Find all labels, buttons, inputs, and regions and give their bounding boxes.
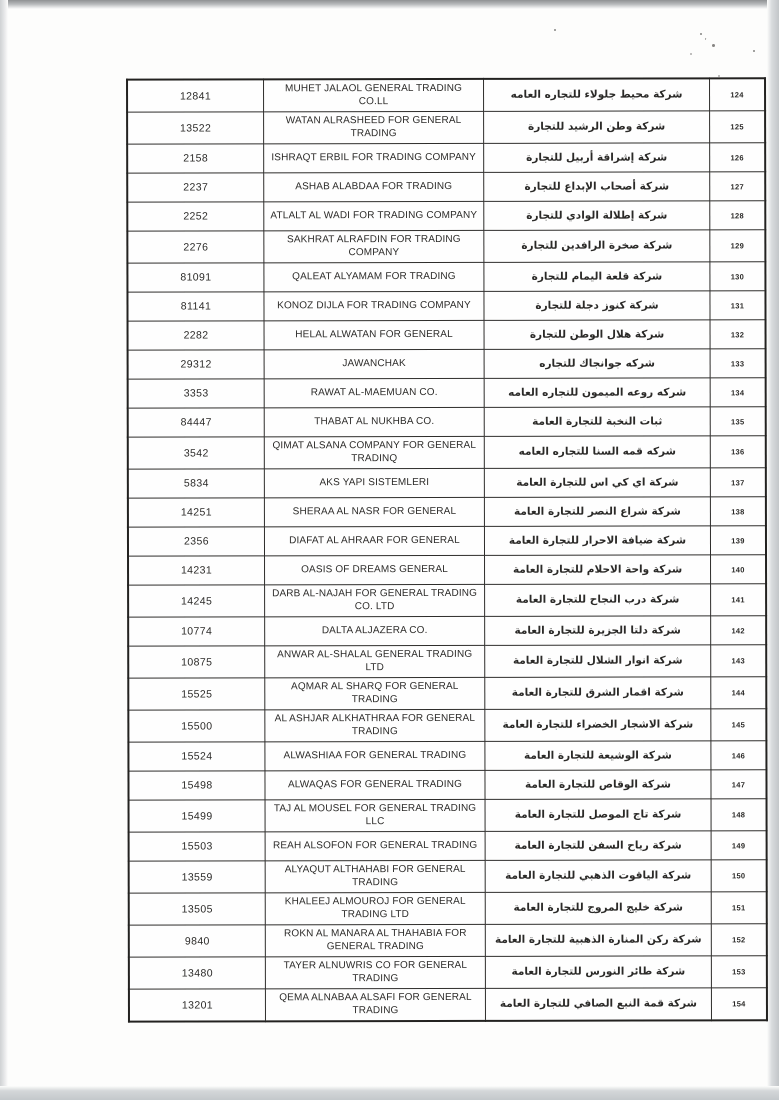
company-name-en-cell: ALWAQAS FOR GENERAL TRADING: [265, 770, 485, 799]
company-name-en-cell: QIMAT ALSANA COMPANY FOR GENERAL TRADINQ: [264, 436, 484, 468]
table-row: [127, 143, 765, 173]
table-row: [128, 526, 766, 556]
registration-number-cell: 81091: [127, 263, 264, 292]
registration-number-cell: 2252: [127, 202, 264, 231]
registration-number-cell: 14251: [128, 498, 265, 527]
serial-number-cell: 151: [711, 892, 767, 924]
company-name-ar-cell: شركة إشراقة أربيل للتجارة: [484, 143, 710, 172]
table-row: [128, 378, 766, 408]
registration-number-cell: 84447: [128, 408, 265, 437]
company-name-en-cell: SAKHRAT ALRAFDIN FOR TRADING COMPANY: [264, 230, 484, 262]
scan-speck: [700, 33, 702, 35]
company-name-ar-cell: ثبات النخبة للتجارة العامة: [484, 407, 710, 436]
table-row: [128, 584, 766, 617]
table-row: [129, 860, 767, 893]
registration-number-cell: 81141: [127, 292, 264, 321]
table-row: [128, 645, 766, 678]
scan-edge-right: [767, 0, 779, 1100]
company-name-en-cell: KHALEEJ ALMOUROJ FOR GENERAL TRADING LTD: [265, 892, 485, 924]
company-name-en-cell: ISHRAQT ERBIL FOR TRADING COMPANY: [264, 143, 484, 172]
serial-number-cell: 150: [711, 860, 767, 892]
company-name-ar-cell: شركه قمه السنا للتجاره العامه: [484, 436, 710, 468]
company-name-en-cell: THABAT AL NUKHBA CO.: [264, 407, 484, 436]
registration-number-cell: 13201: [129, 989, 266, 1022]
scan-speck: [690, 53, 692, 55]
table-container: [126, 77, 746, 1022]
registration-number-cell: 10875: [128, 646, 265, 678]
serial-number-cell: 126: [710, 143, 766, 172]
scan-edge-left: [0, 0, 8, 1100]
serial-number-cell: 127: [710, 172, 766, 201]
table-row: [128, 677, 766, 710]
registration-number-cell: 13522: [127, 112, 264, 144]
table-row: [129, 892, 767, 925]
serial-number-cell: 129: [710, 230, 766, 262]
table-row: [127, 111, 765, 144]
registration-number-cell: 13480: [129, 957, 266, 989]
table-row: [128, 320, 766, 350]
table-row: [127, 262, 765, 292]
company-name-en-cell: ALWASHIAA FOR GENERAL TRADING: [265, 741, 485, 770]
serial-number-cell: 134: [710, 378, 766, 407]
company-name-en-cell: QEMA ALNABAA ALSAFI FOR GENERAL TRADING: [265, 988, 485, 1021]
company-name-ar-cell: شركه روعه الميمون للتجاره العامه: [484, 378, 710, 407]
company-name-en-cell: MUHET JALAOL GENERAL TRADING CO.LL: [264, 79, 484, 112]
company-name-ar-cell: شركة إطلالة الوادي للتجارة: [484, 201, 710, 230]
company-name-en-cell: REAH ALSOFON FOR GENERAL TRADING: [265, 831, 485, 860]
company-name-ar-cell: شركة اقمار الشرق للتجارة العامة: [485, 677, 711, 709]
serial-number-cell: 139: [710, 526, 766, 555]
serial-number-cell: 138: [710, 497, 766, 526]
registration-number-cell: 15525: [128, 678, 265, 710]
company-name-en-cell: ATLALT AL WADI FOR TRADING COMPANY: [264, 201, 484, 230]
table-row: [127, 230, 765, 263]
registration-number-cell: 15499: [129, 800, 266, 832]
table-row: [128, 436, 766, 469]
serial-number-cell: 128: [710, 201, 766, 230]
table-body: [127, 78, 767, 1021]
company-name-ar-cell: شركة انوار الشلال للتجارة العامة: [485, 645, 711, 677]
company-register-table: [126, 77, 768, 1022]
company-name-ar-cell: شركة واحة الاحلام للتجارة العامة: [485, 555, 711, 584]
serial-number-cell: 153: [711, 956, 767, 988]
serial-number-cell: 130: [710, 262, 766, 291]
company-name-en-cell: QALEAT ALYAMAM FOR TRADING: [264, 262, 484, 291]
registration-number-cell: 12841: [127, 79, 264, 112]
registration-number-cell: 3353: [128, 379, 265, 408]
company-name-ar-cell: شركة خليج المروج للتجارة العامة: [485, 892, 711, 924]
scan-edge-bottom: [0, 1086, 779, 1100]
company-name-ar-cell: شركة ركن المنارة الذهبية للتجارة العامة: [485, 924, 711, 956]
company-name-ar-cell: شركة قلعة اليمام للتجارة: [484, 262, 710, 291]
serial-number-cell: 146: [711, 741, 767, 770]
serial-number-cell: 141: [711, 584, 767, 616]
company-name-en-cell: ASHAB ALABDAA FOR TRADING: [264, 172, 484, 201]
table-row: [128, 497, 766, 527]
serial-number-cell: 143: [711, 645, 767, 677]
company-name-en-cell: JAWANCHAK: [264, 349, 484, 378]
company-name-en-cell: DALTA ALJAZERA CO.: [265, 616, 485, 645]
table-row: [129, 799, 767, 832]
table-row: [128, 407, 766, 437]
company-name-en-cell: SHERAA AL NASR FOR GENERAL: [264, 497, 484, 526]
registration-number-cell: 14245: [128, 585, 265, 617]
company-name-ar-cell: شركة رياح السفن للتجارة العامة: [485, 831, 711, 860]
registration-number-cell: 2276: [127, 231, 264, 263]
serial-number-cell: 152: [711, 924, 767, 956]
registration-number-cell: 13559: [129, 861, 266, 893]
table-row: [127, 291, 765, 321]
serial-number-cell: 125: [710, 111, 766, 143]
company-name-en-cell: WATAN ALRASHEED FOR GENERAL TRADING: [264, 111, 484, 143]
table-row: [127, 78, 765, 112]
serial-number-cell: 144: [711, 677, 767, 709]
registration-number-cell: 3542: [128, 437, 265, 469]
scan-speck: [753, 50, 755, 52]
registration-number-cell: 10774: [128, 617, 265, 646]
table-row: [128, 349, 766, 379]
table-row: [129, 831, 767, 861]
company-name-en-cell: DIAFAT AL AHRAAR FOR GENERAL: [264, 526, 484, 555]
company-name-en-cell: KONOZ DIJLA FOR TRADING COMPANY: [264, 291, 484, 320]
company-name-en-cell: TAYER ALNUWRIS CO FOR GENERAL TRADING: [265, 956, 485, 988]
company-name-ar-cell: شركة قمة النبع الصافي للتجارة العامة: [485, 988, 711, 1021]
scan-speck: [712, 44, 715, 47]
company-name-ar-cell: شركة كنوز دجلة للتجارة: [484, 291, 710, 320]
registration-number-cell: 15524: [128, 742, 265, 771]
table-row: [127, 172, 765, 202]
registration-number-cell: 2282: [128, 321, 265, 350]
table-row: [128, 770, 766, 800]
table-row: [128, 555, 766, 585]
table-row: [128, 709, 766, 742]
serial-number-cell: 142: [711, 616, 767, 645]
table-row: [128, 468, 766, 498]
registration-number-cell: 2237: [127, 173, 264, 202]
serial-number-cell: 148: [711, 799, 767, 831]
registration-number-cell: 9840: [129, 925, 266, 957]
company-name-en-cell: ROKN AL MANARA AL THAHABIA FOR GENERAL TRADING: [265, 924, 485, 956]
registration-number-cell: 15503: [129, 832, 266, 861]
serial-number-cell: 133: [710, 349, 766, 378]
company-name-ar-cell: شركة دلتا الجزيرة للتجارة العامة: [485, 616, 711, 645]
company-name-ar-cell: شركة الوشيعة للتجارة العامة: [485, 741, 711, 770]
serial-number-cell: 135: [710, 407, 766, 436]
registration-number-cell: 15498: [128, 771, 265, 800]
table-row: [129, 924, 767, 957]
company-name-en-cell: OASIS OF DREAMS GENERAL: [265, 555, 485, 584]
serial-number-cell: 136: [710, 436, 766, 468]
registration-number-cell: 14231: [128, 556, 265, 585]
company-name-en-cell: AL ASHJAR ALKHATHRAA FOR GENERAL TRADING: [265, 709, 485, 741]
serial-number-cell: 137: [710, 468, 766, 497]
company-name-ar-cell: شركة وطن الرشيد للتجارة: [484, 111, 710, 143]
company-name-ar-cell: شركة أصحاب الإبداع للتجارة: [484, 172, 710, 201]
company-name-en-cell: DARB AL-NAJAH FOR GENERAL TRADING CO. LTD: [265, 584, 485, 616]
registration-number-cell: 5834: [128, 469, 265, 498]
company-name-ar-cell: شركة اي كي اس للتجارة العامة: [484, 468, 710, 497]
serial-number-cell: 131: [710, 291, 766, 320]
scan-speck: [554, 29, 556, 31]
scan-smudge: ʹ: [702, 35, 708, 47]
company-name-ar-cell: شركة طائر النورس للتجارة العامة: [485, 956, 711, 988]
company-name-en-cell: HELAL ALWATAN FOR GENERAL: [264, 320, 484, 349]
serial-number-cell: 147: [711, 770, 767, 799]
company-name-ar-cell: شركة هلال الوطن للتجارة: [484, 320, 710, 349]
serial-number-cell: 154: [711, 988, 767, 1021]
company-name-ar-cell: شركة الياقوت الذهبي للتجارة العامة: [485, 860, 711, 892]
company-name-en-cell: RAWAT AL-MAEMUAN CO.: [264, 378, 484, 407]
company-name-ar-cell: شركة الاشجار الخضراء للتجارة العامة: [485, 709, 711, 741]
company-name-en-cell: ALYAQUT ALTHAHABI FOR GENERAL TRADING: [265, 860, 485, 892]
serial-number-cell: 149: [711, 831, 767, 860]
registration-number-cell: 2158: [127, 144, 264, 173]
table-row: [128, 741, 766, 771]
registration-number-cell: 2356: [128, 527, 265, 556]
table-row: [128, 616, 766, 646]
serial-number-cell: 124: [710, 78, 766, 111]
table-row: [129, 988, 767, 1022]
table-row: [129, 956, 767, 989]
company-name-ar-cell: شركة الوقاص للتجارة العامة: [485, 770, 711, 799]
serial-number-cell: 140: [711, 555, 767, 584]
serial-number-cell: 145: [711, 709, 767, 741]
serial-number-cell: 132: [710, 320, 766, 349]
company-name-ar-cell: شركه جوانجاك للتجاره: [484, 349, 710, 378]
company-name-en-cell: AKS YAPI SISTEMLERI: [264, 468, 484, 497]
registration-number-cell: 29312: [128, 350, 265, 379]
company-name-ar-cell: شركة شراع النصر للتجارة العامة: [484, 497, 710, 526]
scan-edge-top: [0, 0, 779, 9]
company-name-en-cell: AQMAR AL SHARQ FOR GENERAL TRADING: [265, 677, 485, 709]
company-name-ar-cell: شركة صخرة الرافدين للتجارة: [484, 230, 710, 262]
company-name-en-cell: ANWAR AL-SHALAL GENERAL TRADING LTD: [265, 645, 485, 677]
registration-number-cell: 15500: [128, 710, 265, 742]
company-name-en-cell: TAJ AL MOUSEL FOR GENERAL TRADING LLC: [265, 799, 485, 831]
registration-number-cell: 13505: [129, 893, 266, 925]
company-name-ar-cell: شركة تاج الموصل للتجارة العامة: [485, 799, 711, 831]
company-name-ar-cell: شركة محيط جلولاء للتجاره العامه: [484, 78, 710, 111]
table-row: [127, 201, 765, 231]
company-name-ar-cell: شركة درب النجاح للتجارة العامة: [485, 584, 711, 616]
company-name-ar-cell: شركة ضيافة الاحرار للتجارة العامة: [484, 526, 710, 555]
